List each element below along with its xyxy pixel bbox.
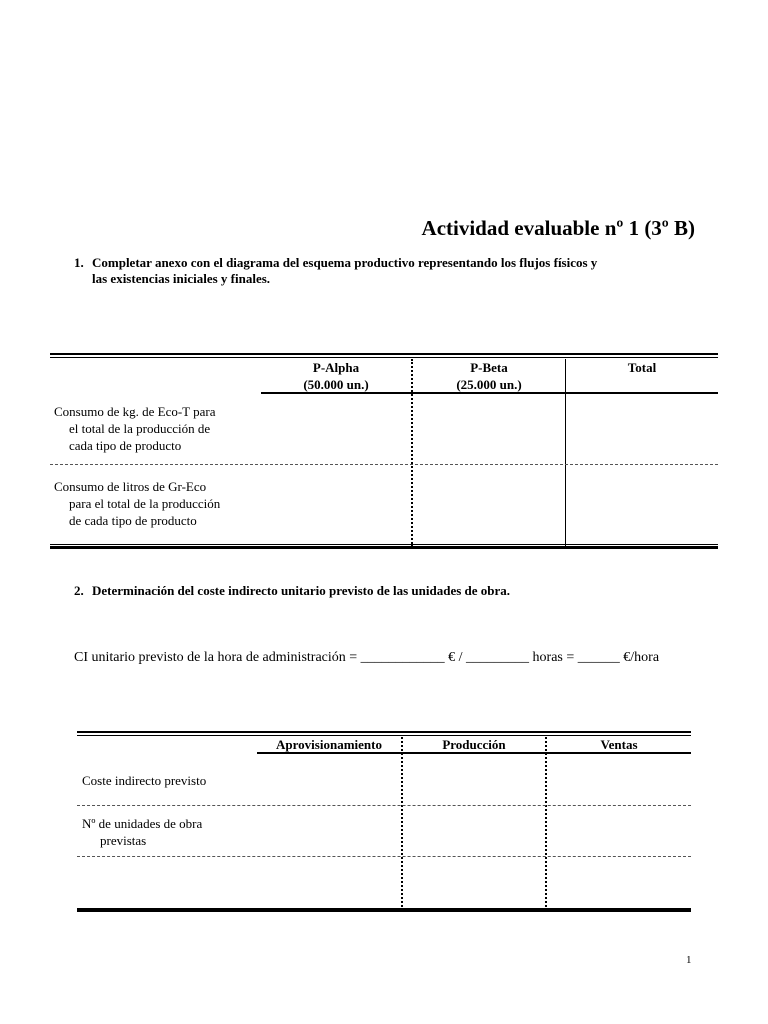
header-p-beta xyxy=(413,359,565,393)
header-produccion: Producción xyxy=(442,737,506,752)
column-divider xyxy=(401,737,403,911)
column-divider xyxy=(565,359,566,547)
page-number: 1 xyxy=(686,954,692,966)
row-label-line: Nº de unidades de obra xyxy=(82,816,203,831)
table-row-coste-indirecto xyxy=(82,772,257,789)
row-separator xyxy=(77,805,691,806)
question-1-line-2: las existencias iniciales y finales. xyxy=(92,271,271,286)
header-p-beta-units: (25.000 un.) xyxy=(456,377,522,392)
header-aprovisionamiento: Aprovisionamiento xyxy=(276,737,382,752)
header-total xyxy=(566,359,718,376)
table-top-rule xyxy=(50,353,718,355)
question-2-line-1: Determinación del coste indirecto unitario previsto de las unidades de obra. xyxy=(92,583,511,598)
document-title: Actividad evaluable nº 1 (3º B) xyxy=(421,216,695,240)
row-label-line: cada tipo de producto xyxy=(69,438,182,453)
row-separator xyxy=(50,464,718,465)
ci-formula-line: CI unitario previsto de la hora de administración = ____________ € / _________ horas = ______ €/hora xyxy=(74,650,660,665)
row-label-line: de cada tipo de producto xyxy=(69,513,197,528)
row-label-line: para el total de la producción xyxy=(69,496,221,511)
table-top-rule xyxy=(77,731,691,733)
header-p-beta-name: P-Beta xyxy=(470,360,508,375)
header-p-alpha xyxy=(261,359,411,393)
table-bottom-rule-thin xyxy=(50,544,718,545)
row-label-line: Consumo de litros de Gr-Eco xyxy=(54,479,207,494)
table-top-rule-thin xyxy=(50,357,718,358)
table-row-unidades-obra xyxy=(82,815,257,849)
row-label-line: Coste indirecto previsto xyxy=(82,773,207,788)
row-label-line: Consumo de kg. de Eco-T para xyxy=(54,404,216,419)
column-divider xyxy=(545,737,547,911)
table-bottom-rule xyxy=(50,546,718,549)
table-row-gr-eco xyxy=(54,478,264,529)
consumption-table xyxy=(50,353,718,549)
row-label-line: el total de la producción de xyxy=(69,421,211,436)
row-label-line: previstas xyxy=(100,833,147,848)
header-total-label: Total xyxy=(627,360,657,375)
header-p-alpha-name: P-Alpha xyxy=(312,360,360,375)
header-ventas: Ventas xyxy=(600,737,638,752)
question-1 xyxy=(74,255,714,289)
table-row-eco-t xyxy=(54,403,264,454)
table-bottom-rule xyxy=(77,908,691,912)
question-2 xyxy=(74,583,714,601)
row-separator xyxy=(77,856,691,857)
header-p-alpha-units: (50.000 un.) xyxy=(303,377,369,392)
question-1-line-1: Completar anexo con el diagrama del esquema productivo representando los flujos físicos y xyxy=(92,255,598,270)
indirect-cost-table xyxy=(77,731,691,913)
question-1-number: 1. xyxy=(74,255,84,270)
question-2-number: 2. xyxy=(74,583,84,598)
